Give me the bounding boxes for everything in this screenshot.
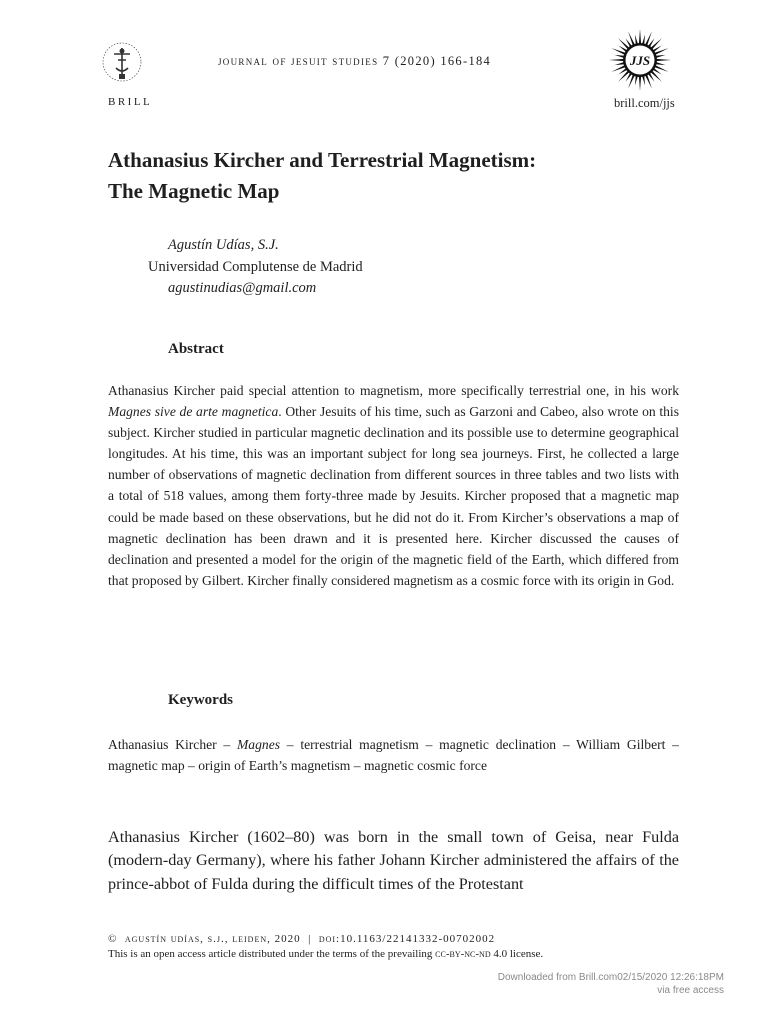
sun-ray [609, 59, 624, 61]
jjs-sunburst-logo [608, 28, 672, 92]
sun-ray [635, 75, 638, 85]
access-watermark: via free access [657, 985, 724, 996]
sun-ray [656, 59, 671, 61]
doi-link[interactable]: doi:10.1163/22141332-00702002 [318, 933, 496, 945]
keywords-text [108, 734, 679, 776]
publisher-name: BRILL [108, 96, 153, 108]
author-name: Agustín Udías, S.J. [168, 237, 279, 253]
sun-ray [650, 70, 661, 81]
abstract-text-pre: Athanasius Kircher paid special attention to magnetism, more specifically terrestrial one, in his work [108, 383, 679, 398]
license-line [108, 948, 543, 960]
keywords-post: – terrestrial magnetism – magnetic declination – William Gilbert – magnetic map – origin of Earth’s magnetism – magnetic cosmic force [108, 737, 679, 774]
sun-ray [655, 62, 665, 65]
copyright-holder: agustín udías, s.j., leiden, 2020 [124, 933, 301, 945]
license-code[interactable]: cc-by-nc-nd 4.0 [435, 948, 508, 960]
license-post: license. [507, 948, 544, 960]
keywords-pre: Athanasius Kircher – [108, 737, 237, 752]
sun-ray [615, 62, 625, 65]
sun-ray [650, 38, 661, 49]
abstract-heading: Abstract [168, 341, 224, 357]
keywords-heading: Keywords [168, 692, 233, 708]
journal-url[interactable]: brill.com/jjs [614, 96, 675, 110]
sun-ray [655, 55, 665, 58]
keywords-italic: Magnes [236, 737, 281, 752]
journal-citation: journal of jesuit studies 7 (2020) 166-184 [218, 54, 492, 68]
sun-ray [639, 29, 641, 44]
article-title [108, 145, 668, 207]
author-email[interactable]: agustinudias@gmail.com [168, 280, 317, 296]
sun-ray [642, 35, 645, 45]
sun-ray [639, 76, 641, 91]
footer-separator: | [308, 933, 312, 945]
abstract-text-title: Magnes sive de arte magnetica [108, 404, 279, 420]
abstract-text [108, 380, 679, 591]
sun-ray [642, 75, 645, 85]
license-pre: This is an open access article distributed under the terms of the prevailing [108, 948, 436, 960]
svg-text:JJS: JJS [629, 53, 651, 68]
sun-ray [615, 55, 625, 58]
copyright-line [108, 933, 495, 945]
author-affiliation: Universidad Complutense de Madrid [148, 259, 363, 275]
copyright-symbol: © [108, 933, 118, 945]
body-paragraph: Athanasius Kircher (1602–80) was born in the small town of Geisa, near Fulda (modern-day Germany), where his father Johann Kircher administered the affairs of the prince-abbot of Fulda during the difficult times of the Protestant [108, 828, 679, 893]
abstract-text-post: . Other Jesuits of his time, such as Garzoni and Cabeo, also wrote on this subject. Kircher studied in particular magnetic declination and its possible use to determine geographical longitudes. At his time, this was an important subject for long sea journeys. First, he collected a large number of observations of magnetic declination from different sources in three tables and two lists with a total of 518 values, among them forty-three made by Jesuits. Kircher proposed that a magnetic map could be made based on these observations, but he did not do it. From Kircher’s observations a map of magnetic declination has been drawn and it is presented here. Kircher discussed the causes of declination and presented a model for the origin of the magnetic field of the Earth, which differed from that proposed by Gilbert. Kircher finally considered magnetism as a cosmic force with its origin in God. [108, 404, 679, 588]
title-line-1: Athanasius Kircher and Terrestrial Magnetism: [108, 148, 537, 172]
sun-ray [635, 35, 638, 45]
download-watermark: Downloaded from Brill.com02/15/2020 12:26:18PM [497, 972, 724, 983]
title-line-2: The Magnetic Map [108, 179, 280, 203]
brill-seal-logo [100, 38, 144, 88]
sun-ray [618, 38, 629, 49]
sun-ray [618, 70, 629, 81]
